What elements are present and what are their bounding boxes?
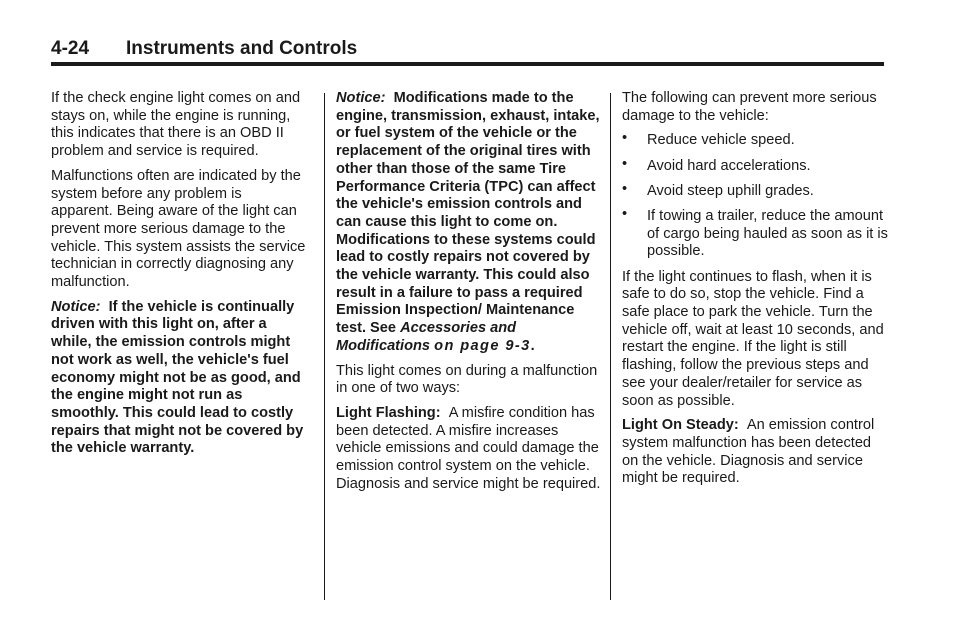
- list-item-text: If towing a trailer, reduce the amount of cargo being hauled as soon as it is possible.: [647, 208, 888, 260]
- notice-label: Notice:: [51, 298, 101, 315]
- steady-paragraph: [622, 417, 888, 488]
- paragraph: This light comes on during a malfunction in one of two ways:: [336, 362, 598, 397]
- notice-paragraph: [336, 90, 602, 356]
- list-item-text: Avoid hard accelerations.: [647, 157, 811, 174]
- list-item: [622, 180, 888, 201]
- flashing-label: Light Flashing:: [336, 404, 441, 421]
- paragraph: If the light continues to flash, when it is safe to do so, stop the vehicle. Find a safe place to park the vehicle. Turn the vehicle off, wait at least 10 seconds, and restart the engine. If the light is still flashing, follow the previous steps and see your dealer/retailer for service as soon as possible.: [622, 268, 884, 409]
- list-item: [622, 132, 888, 150]
- flashing-text: A misfire condition has been detected. A misfire increases vehicle emissions and could damage the emission control system on the vehicle. Diagnosis and service might be required.: [336, 404, 601, 492]
- steady-label: Light On Steady:: [622, 417, 739, 434]
- list-item-text: Reduce vehicle speed.: [647, 132, 795, 149]
- list-item: [622, 208, 888, 261]
- paragraph: If the check engine light comes on and stays on, while the engine is running, this indicates that there is an OBD II problem and service is required.: [51, 90, 301, 160]
- steady-text: An emission control system malfunction has been detected on the vehicle. Diagnosis and service might be required.: [622, 417, 875, 487]
- page-number: 4-24: [51, 38, 90, 59]
- column-divider-left: [324, 93, 325, 600]
- punctuation: .: [530, 337, 535, 354]
- bullet-icon: •: [622, 180, 628, 197]
- column-left: [51, 90, 307, 465]
- column-right: [622, 90, 888, 495]
- list-item: [622, 155, 888, 176]
- list-item-text: Avoid steep uphill grades.: [647, 182, 814, 199]
- notice-paragraph: [51, 299, 307, 458]
- section-title: Instruments and Controls: [126, 38, 358, 59]
- bullet-icon: •: [622, 130, 628, 147]
- cross-reference-page[interactable]: on page 9-3: [434, 337, 531, 354]
- bullet-icon: •: [622, 206, 628, 223]
- bullet-icon: •: [622, 155, 628, 172]
- notice-text: Modifications made to the engine, transmission, exhaust, intake, or fuel system of the vehicle or the replacement of the original tires with other than those of the same Tire Performance Criteria (TPC) can affect the vehicle's emission controls and can cause this light to come on. Modifications to these systems could lead to costly repairs not covered by the vehicle warranty. This could also result in a failure to pass a required Emission Inspection/ Maintenance test. See: [336, 90, 600, 337]
- paragraph: The following can prevent more serious damage to the vehicle:: [622, 90, 877, 124]
- flashing-paragraph: [336, 405, 602, 494]
- bullet-list: [622, 132, 888, 261]
- notice-label: Notice:: [336, 90, 386, 106]
- paragraph: Malfunctions often are indicated by the system before any problem is apparent. Being aware of the light can prevent more serious damage to the vehicle. This system assists the service technician in correctly diagnosing any malfunction.: [51, 167, 306, 291]
- header-rule: [51, 62, 884, 66]
- column-middle: [336, 90, 602, 500]
- column-divider-right: [610, 93, 611, 600]
- notice-text: If the vehicle is continually driven with this light on, after a while, the emission controls might not work as well, the vehicle's fuel economy might not be as good, and the engine might not run as smoothly. This could lead to costly repairs that might not be covered by the vehicle warranty.: [51, 298, 304, 457]
- cross-reference-title[interactable]: Accessories and Modifications: [336, 320, 517, 354]
